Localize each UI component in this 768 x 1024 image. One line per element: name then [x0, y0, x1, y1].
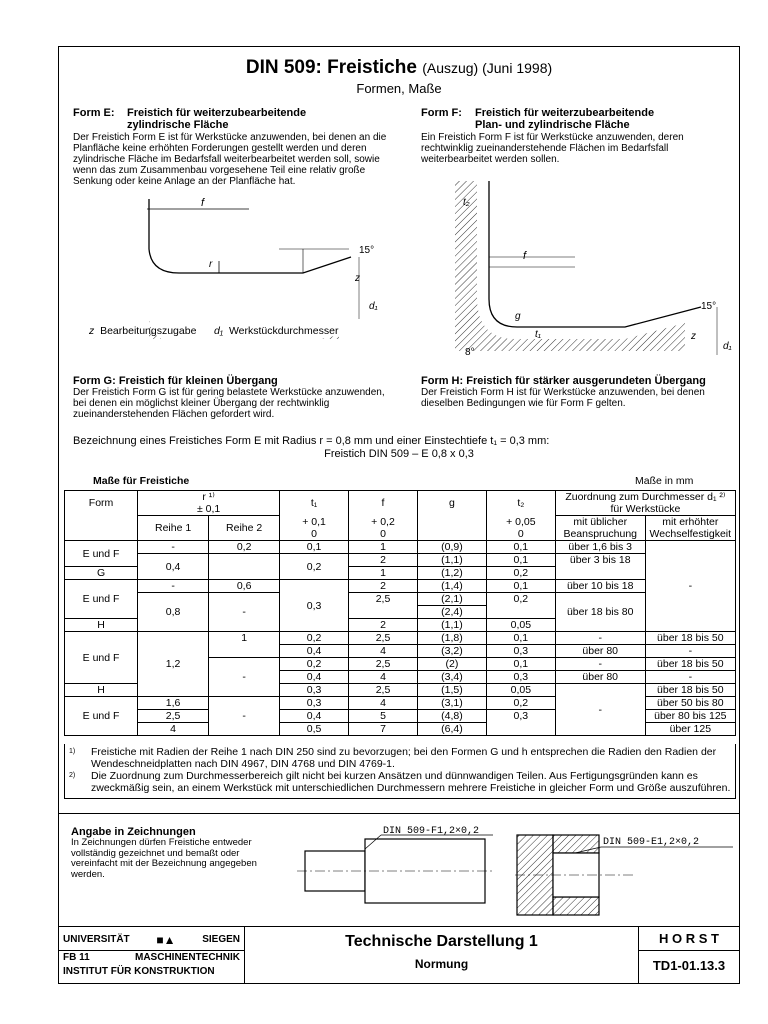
- table-row: E und F - 0,2 0,1 1 (0,9) 0,1 über 1,6 bis 3 -: [65, 541, 736, 554]
- footer-uni: UNIVERSITÄT: [63, 934, 130, 945]
- designation-example: Freistich DIN 509 – E 0,8 x 0,3: [324, 448, 474, 460]
- form-e-section: [73, 107, 393, 187]
- form-f-section: [421, 107, 737, 165]
- footer-course: [245, 927, 639, 983]
- table-row: 2,5 0,4 5 (4,8) 0,3 über 80 bis 125: [65, 710, 736, 723]
- dim-r-label: r: [209, 259, 213, 270]
- course-title: Technische Darstellung 1: [345, 933, 538, 950]
- table-subheader-row: Reihe 1 Reihe 2 + 0,1 0 + 0,2 0 + 0,05 0 mit üblicher Beanspruchung mit erhöhter Wechselfestigkeit: [65, 516, 736, 541]
- form-f-heading: Form F: Freistich für weiterzubearbeitende Plan- und zylindrische Fläche: [421, 107, 655, 131]
- designation-text: Bezeichnung eines Freistiches Form E mit Radius r = 0,8 mm und einer Einstechtiefe t₁ = 0,3 mm:: [73, 435, 550, 447]
- uni-logo-icon: ■▲: [156, 933, 176, 947]
- table-row: 4 0,5 7 (6,4) über 125: [65, 723, 736, 736]
- table-row: - 0,2 2,5 (2) 0,1 - über 18 bis 50: [65, 658, 736, 671]
- table-row: E und F - 0,6 0,3 2 (1,4) 0,1 über 10 bis 18: [65, 580, 736, 593]
- dim-g-label: g: [515, 311, 521, 322]
- dim-f-label: f: [201, 197, 205, 209]
- angabe-drawing-f: [297, 825, 497, 915]
- page-title: [59, 57, 739, 79]
- table-row: 0,4 4 (3,2) 0,3 über 80 -: [65, 645, 736, 658]
- table-row: E und F 1,6 - 0,3 4 (3,1) 0,2 über 50 bis 80: [65, 697, 736, 710]
- form-h-heading: Form H: Freistich für stärker ausgerundeten Übergang: [421, 375, 706, 387]
- header-reihe1: Reihe 1: [138, 516, 209, 541]
- table-row: (2,4): [65, 606, 736, 619]
- footer-institution: [59, 927, 245, 983]
- header-erhoht: mit erhöhter Wechselfestigkeit: [645, 516, 735, 541]
- table-row: H 2 (1,1) 0,05: [65, 619, 736, 632]
- form-e-drawing: [119, 189, 379, 339]
- footnotes-box: [64, 744, 736, 799]
- page-subtitle: Formen, Maße: [356, 81, 442, 96]
- title-main: DIN 509: Freistiche: [245, 57, 417, 78]
- footer-institut: INSTITUT FÜR KONSTRUKTION: [63, 966, 215, 977]
- table-row: 0,4 0,2 2 (1,1) 0,1 über 3 bis 18: [65, 554, 736, 567]
- footnote-2: 2) Die Zuordnung zum Durchmesserbereich gilt nicht bei kurzen Ansätzen und dünnwandigen Teilen. Aus Fertigungsgründen kann es zweckmäßig sein, an einem Werkstück mit unterschiedlichen Durchmessern mehrere Freistiche in gleicher Form und Größe auszuführen.: [69, 770, 731, 794]
- dim-d1-label: d₁: [369, 301, 378, 312]
- table-row: E und F 1,2 1 0,2 2,5 (1,8) 0,1 - über 18 bis 50: [65, 632, 736, 645]
- form-g-heading: Form G: Freistich für kleinen Übergang: [73, 375, 278, 387]
- table-row: H 0,3 2,5 (1,5) 0,05 - über 18 bis 50: [65, 684, 736, 697]
- header-t1: t₁: [280, 491, 349, 516]
- table-row: 0,4 4 (3,4) 0,3 über 80 -: [65, 671, 736, 684]
- header-form: Form: [65, 491, 138, 516]
- form-g-section: [73, 375, 391, 420]
- dim-z-label: z: [355, 273, 360, 284]
- table-caption: Maße für Freistiche: [93, 475, 190, 487]
- page-frame: [58, 46, 740, 984]
- form-h-text: Der Freistich Form H ist für Werkstücke anzuwenden, bei denen dieselben Bedingungen wie für Form F gelten.: [421, 387, 705, 409]
- form-e-legend: z Bearbeitungszugabe d₁ Werkstückdurchmesser: [89, 325, 339, 337]
- title-small: (Auszug) (Juni 1998): [422, 60, 553, 76]
- table-row: G 1 (1,2) 0,2: [65, 567, 736, 580]
- header-zuordnung: Zuordnung zum Durchmesser d₁ ²⁾ für Werkstücke: [555, 491, 735, 516]
- header-t2: t₂: [486, 491, 555, 516]
- form-e-text: Der Freistich Form E ist für Werkstücke anzuwenden, bei denen an die Planfläche keine erhöhten Forderungen gestellt werden und deren zylindrische Fläche im Bedarfsfall weiterbearbeitet werden soll, sowie wenn das zum Zusammenbau vorgesehene Teil eine relativ große Senkung oder keine Anlage an der Planfläche hat.: [73, 132, 387, 187]
- header-ublich: mit üblicher Beanspruchung: [555, 516, 645, 541]
- header-reihe2: Reihe 2: [209, 516, 280, 541]
- dim-f-label-2: f: [523, 250, 527, 262]
- form-h-section: [421, 375, 737, 409]
- angabe-label-f: DIN 509-F1,2×0,2: [383, 826, 480, 837]
- footer-fb: FB 11: [63, 952, 90, 963]
- dimensions-table: [64, 490, 736, 736]
- dim-t1-label: t₁: [535, 329, 541, 340]
- footer-author-box: [639, 927, 739, 983]
- footer-author: H O R S T: [639, 927, 739, 951]
- table-header-row: [65, 491, 736, 516]
- header-f: f: [349, 491, 418, 516]
- angle-15-label: 15°: [359, 245, 375, 256]
- angabe-text: In Zeichnungen dürfen Freistiche entweder vollständig gezeichnet und bemaßt oder vereinfacht mit der Bezeichnung angegeben werden.: [71, 837, 257, 880]
- table-row: 0,8 - 2,5 (2,1) 0,2 über 18 bis 80: [65, 593, 736, 606]
- footer-fb-name: MASCHINENTECHNIK: [135, 952, 240, 963]
- form-f-drawing: [455, 171, 735, 357]
- form-e-heading: Form E: Freistich für weiterzubearbeitende zylindrische Fläche: [73, 107, 307, 131]
- footer-code: TD1-01.13.3: [652, 958, 726, 973]
- footnote-1: 1) Freistiche mit Radien der Reihe 1 nach DIN 250 sind zu bevorzugen; bei den Formen G und h entsprechen die Radien den Radien der Wendeschneidplatten nach DIN 4967, DIN 4768 und DIN 4769-1.: [69, 746, 717, 770]
- angabe-heading: Angabe in Zeichnungen: [71, 826, 196, 838]
- angle-15-label-2: 15°: [701, 301, 717, 312]
- dim-z-label-2: z: [691, 331, 696, 342]
- dim-d1-label-2: d₁: [723, 341, 732, 352]
- course-topic: Normung: [414, 957, 469, 971]
- footer-siegen: SIEGEN: [202, 934, 240, 945]
- table-unit: Maße in mm: [635, 475, 694, 487]
- angabe-drawing-e: [515, 825, 735, 921]
- form-f-text: Ein Freistich Form F ist für Werkstücke anzuwenden, deren rechtwinklig zueinanderstehende Flächen im Bedarfsfall weiterbearbeitet werden sollen.: [421, 132, 684, 165]
- header-r: r ¹⁾ ± 0,1: [138, 491, 280, 516]
- angle-8-label: 8°: [465, 347, 475, 357]
- header-g: g: [417, 491, 486, 516]
- footer: [59, 926, 739, 983]
- divider: [59, 813, 739, 814]
- angabe-section: [71, 826, 271, 880]
- angabe-label-e: DIN 509-E1,2×0,2: [603, 837, 700, 848]
- form-g-text: Der Freistich Form G ist für gering belastete Werkstücke anzuwenden, bei denen ein möglichst kleiner Übergang der rechtwinklig zueinanderstehenden Flächen gefordert wird.: [73, 387, 385, 420]
- dim-t2-label: t₂: [463, 197, 470, 208]
